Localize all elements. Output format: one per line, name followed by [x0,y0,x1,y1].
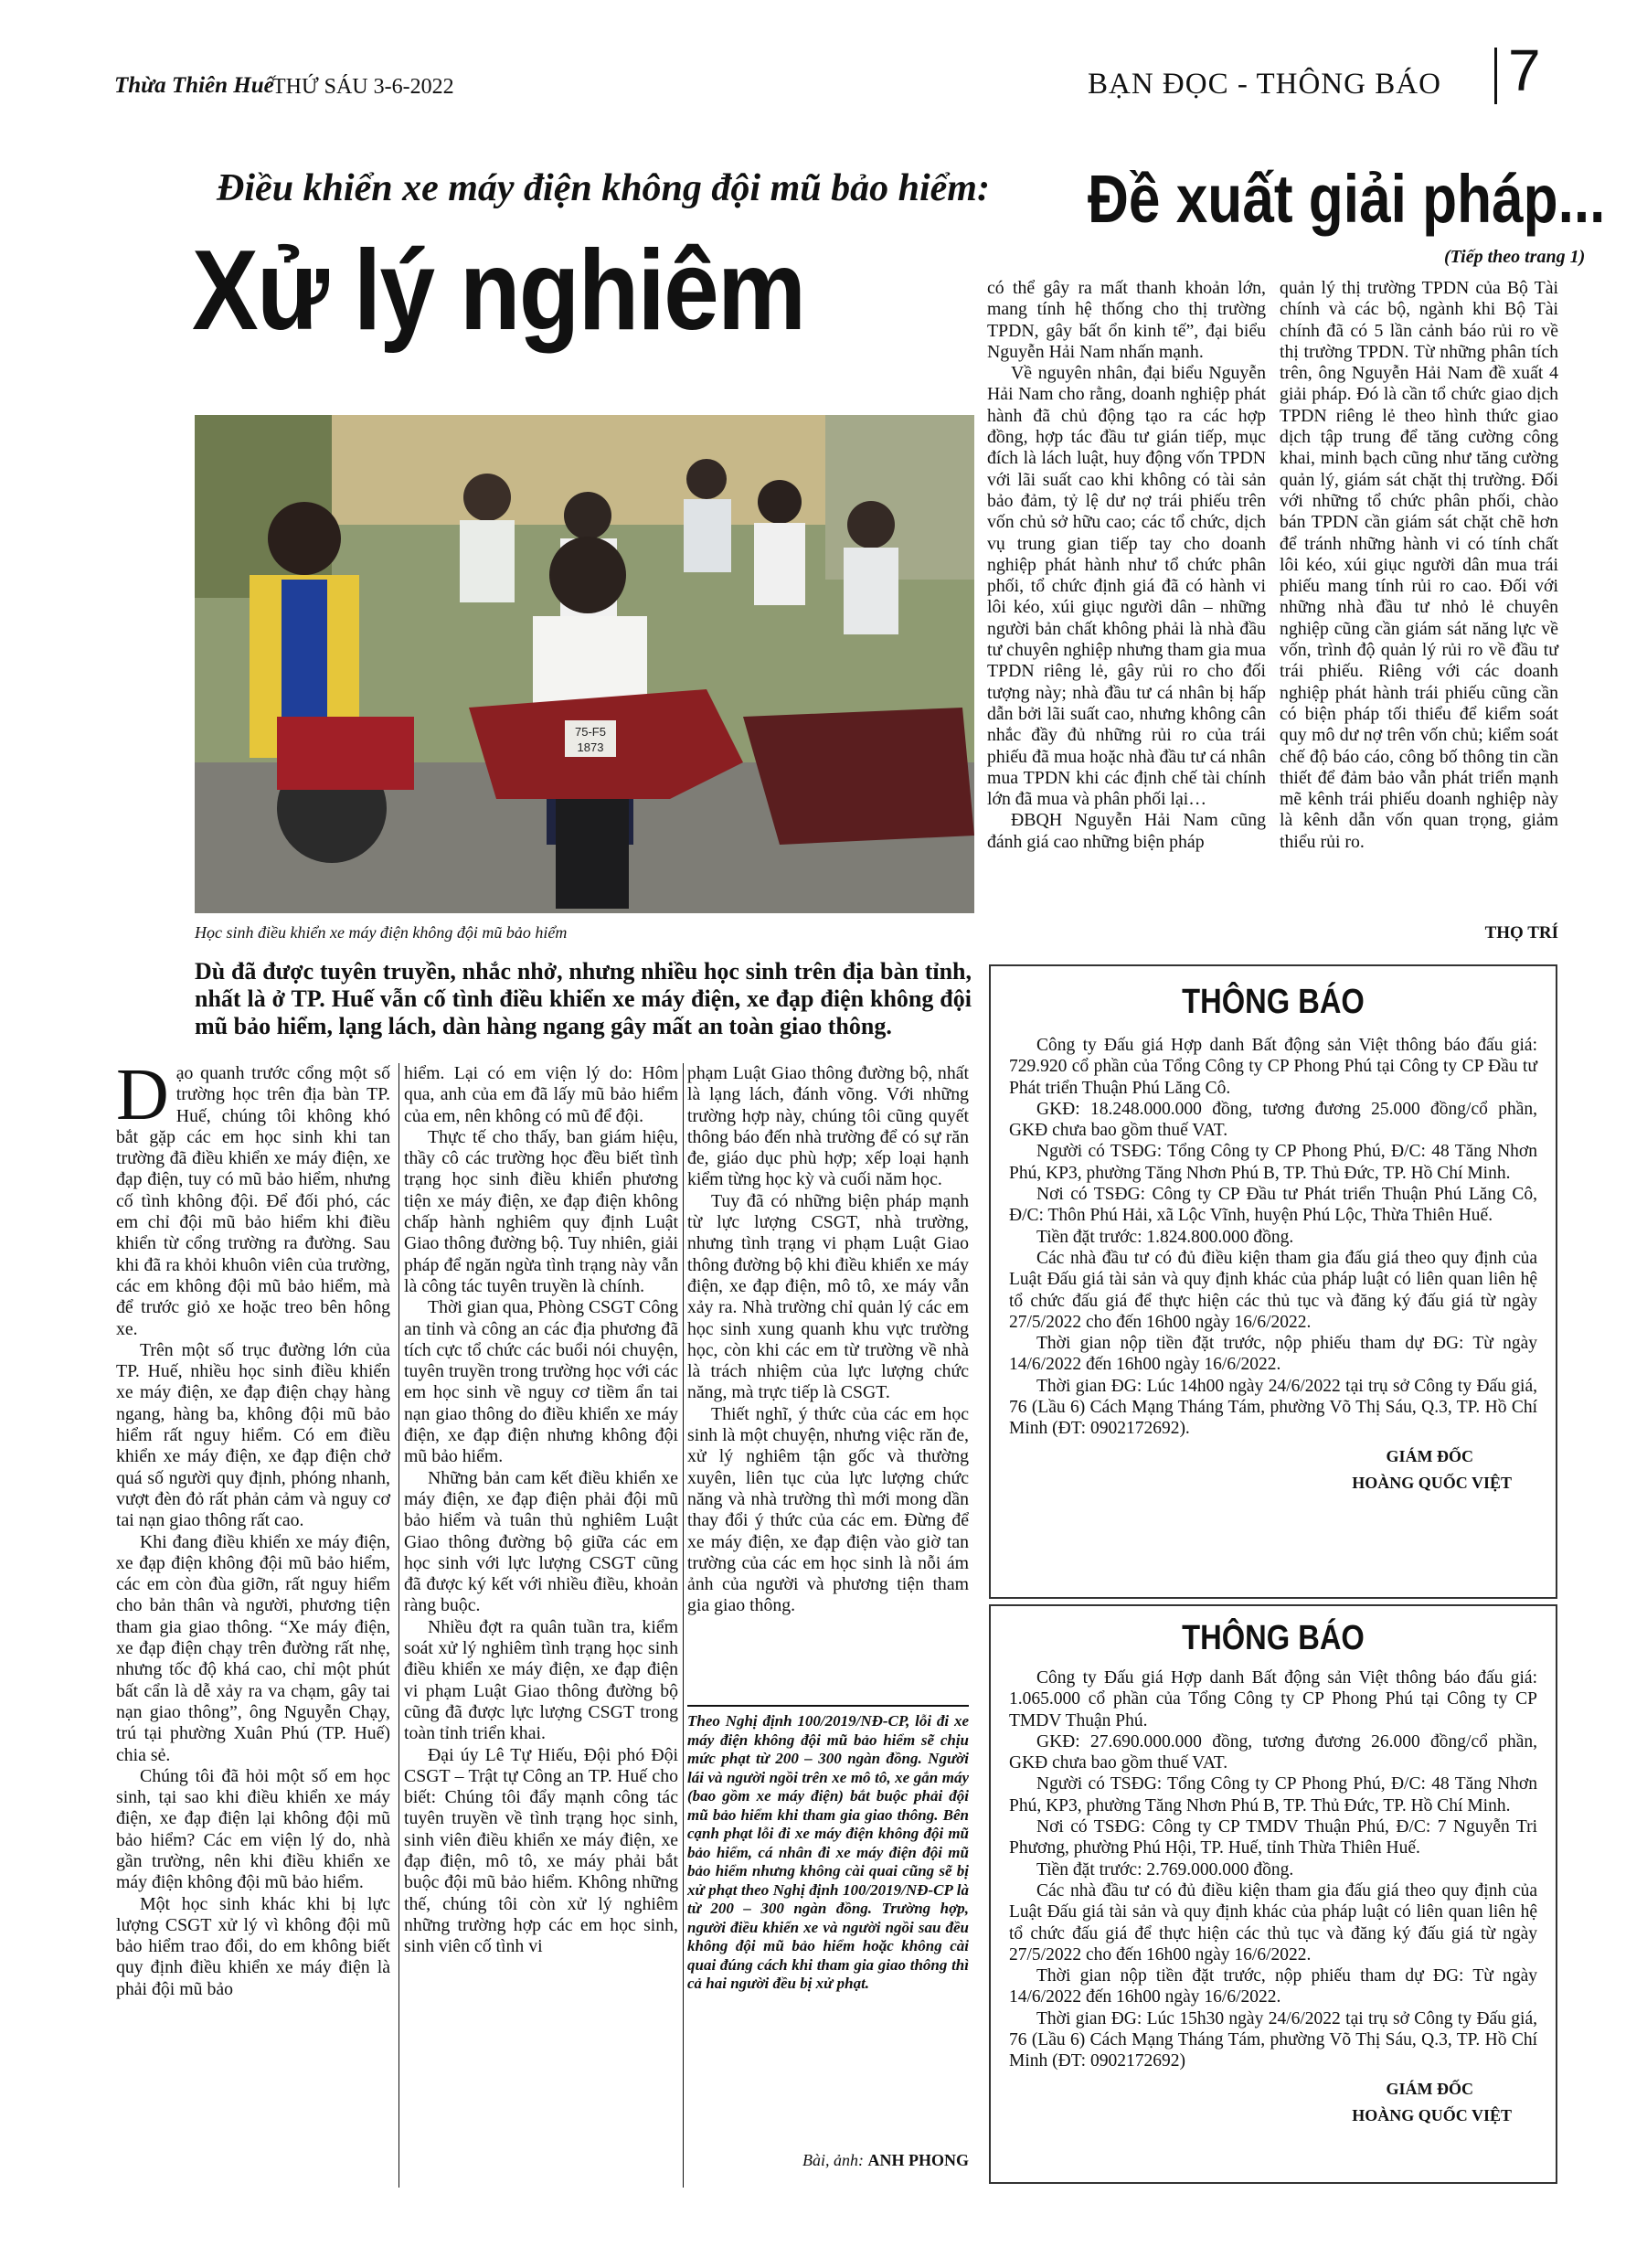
fine-info-box: Theo Nghị định 100/2019/NĐ-CP, lỗi đi xe máy điện không đội mũ bảo hiểm sẽ chịu mức phạt từ 200 – 300 ngàn đồng. Người lái và người ngồi trên xe mô tô, xe gắn máy (bao gồm xe máy điện) bắt buộc phải đội mũ bảo hiểm khi tham gia giao thông. Bên cạnh phạt lỗi đi xe máy điện không đội mũ bảo hiểm, cá nhân đi xe máy điện đội mũ bảo hiểm nhưng không cài quai cũng sẽ bị xử phạt theo Nghị định 100/2019/NĐ-CP là từ 200 – 300 ngàn đồng. Trường hợp, người điều khiển xe và người ngồi sau đều không đội mũ bảo hiểm hoặc không cài quai đúng cách khi tham gia giao thông thì cả hai người đều bị xử phạt. [687,1705,969,1994]
paragraph: Một học sinh khác khi bị lực lượng CSGT xử lý vì không đội mũ bảo hiểm trao đổi, do em không biết quy định điều khiển xe máy điện là phải đội mũ bảo [116,1893,390,1999]
second-article-column-2 [1280,278,1558,853]
paragraph: Thiết nghĩ, ý thức của các em học sinh là một chuyện, nhưng việc răn đe, xử lý nghiêm tận gốc và thường xuyên, liên tục của lực lượng chức năng và nhà trường thì mới mong dần thay đổi ý thức của các em. Đừng để xe máy điện, xe đạp điện vào giờ tan trường của các em học sinh là nỗi ám ảnh của người và phương tiện tham gia giao thông. [687,1403,969,1616]
notice-paragraph: Thời gian nộp tiền đặt trước, nộp phiếu tham dự ĐG: Từ ngày 14/6/2022 đến 16h00 ngày 16/6/2022. [1009,1966,1537,2007]
auction-notice-2 [989,1604,1557,2184]
article-photo [195,415,974,913]
paragraph: Những bản cam kết điều khiển xe máy điện, xe đạp điện phải đội mũ bảo hiểm và tuân thủ nghiêm Luật Giao thông đường bộ giữa các em học sinh với lực lượng CSGT cũng đã được ký kết với nhiều điều, khoản ràng buộc. [404,1467,678,1616]
article-column-3 [687,1063,969,1617]
paragraph: Chúng tôi đã hỏi một số em học sinh, tại sao khi điều khiển xe máy điện, xe đạp điện lại không đội mũ bảo hiểm? Các em viện lý do, nhà gần trường, nên khi điều khiển xe máy điện không đội mũ bảo hiểm. [116,1765,390,1893]
notice-paragraph: Nơi có TSĐG: Công ty CP Đầu tư Phát triển Thuận Phú Lăng Cô, Đ/C: Thôn Phú Hải, xã Lộc Vĩnh, huyện Phú Lộc, Thừa Thiên Huế. [1009,1185,1537,1226]
article-column-2 [404,1063,678,1957]
article-byline [687,2151,969,2170]
notice-signer-name: HOÀNG QUỐC VIỆT [1352,1473,1512,1492]
notice-paragraph: Công ty Đấu giá Hợp danh Bất động sản Việt thông báo đấu giá: 1.065.000 cổ phần của Tổng Công ty CP Phong Phú tại Công ty CP TMDV Thuận Phú. [1009,1668,1537,1730]
second-article-title: Đề xuất giải pháp... [1088,161,1606,237]
page-divider [1494,48,1497,104]
notice-paragraph: Nơi có TSĐG: Công ty CP TMDV Thuận Phú, Đ/C: 7 Nguyễn Tri Phương, phường Phú Hội, TP. Huế, tỉnh Thừa Thiên Huế. [1009,1817,1537,1858]
column-rule [683,1063,684,2188]
byline-prefix: Bài, ảnh: [802,2151,864,2169]
page-number: 7 [1508,37,1541,103]
paragraph: Đại úy Lê Tự Hiếu, Đội phó Đội CSGT – Trật tự Công an TP. Huế cho biết: Chúng tôi đẩy mạnh công tác tuyên truyền về tình trạng học sinh, sinh viên điều khiển xe máy điện, xe đạp điện, mô tô, xe máy phải bắt buộc đội mũ bảo hiểm. Không những thế, chúng tôi còn xử lý nghiêm những trường hợp các em học sinh, sinh viên cố tình vi [404,1744,678,1957]
notice-signer-title: GIÁM ĐỐC [1386,2079,1473,2098]
paragraph: Trên một số trục đường lớn của TP. Huế, nhiều học sinh điều khiển xe máy điện, xe đạp điện chạy hàng ngang, hàng ba, không đội mũ bảo hiểm rất nguy hiểm. Có em điều khiển xe máy điện, xe đạp điện chở quá số người quy định, phóng nhanh, vượt đèn đỏ rất phản cảm và nguy cơ tai nạn giao thông rất cao. [116,1339,390,1531]
paragraph: Khi đang điều khiển xe máy điện, xe đạp điện không đội mũ bảo hiểm, các em còn đùa giỡn, rất nguy hiểm cho bản thân và người, phương tiện tham gia giao thông. “Xe máy điện, xe đạp điện chạy trên đường rất nhẹ, nhưng tốc độ khá cao, chỉ một phút bất cẩn là dễ xảy ra va chạm, gây tai nạn giao thông”, ông Nguyễn Chạy, trú tại phường Xuân Phú (TP. Huế) chia sẻ. [116,1531,390,1765]
auction-notice-1 [989,964,1557,1599]
byline-author: ANH PHONG [867,2151,969,2169]
issue-date: THỨ SÁU 3-6-2022 [272,75,454,99]
paragraph: Thực tế cho thấy, ban giám hiệu, thầy cô các trường học đều biết tình trạng học sinh điều khiển phương tiện xe máy điện, xe đạp điện không chấp hành nghiêm quy định Luật Giao thông đường bộ. Tuy nhiên, giải pháp để ngăn ngừa tình trạng này vẫn là công tác tuyên truyền là chính. [404,1126,678,1296]
article-column-1 [116,1055,390,2000]
continued-note: (Tiếp theo trang 1) [1444,247,1586,267]
paragraph: Tuy đã có những biện pháp mạnh từ lực lượng CSGT, nhà trường, nhưng tình trạng vi phạm Luật Giao thông đường bộ khi điều khiển xe máy điện, xe đạp điện, mô tô, xe máy vẫn xảy ra. Nhà trường chỉ quản lý các em học sinh xung quanh khu vực trường học, còn khi các em từ trường về nhà là trách nhiệm của lực lượng chức năng, mà trực tiếp là CSGT. [687,1190,969,1403]
notice-paragraph: Người có TSĐG: Tổng Công ty CP Phong Phú, Đ/C: 48 Tăng Nhơn Phú, KP3, phường Tăng Nhơn Phú B, TP. Thủ Đức, TP. Hồ Chí Minh. [1009,1774,1537,1815]
notice-paragraph: GKĐ: 27.690.000.000 đồng, tương đương 26.000 đồng/cổ phần, GKĐ chưa bao gồm thuế VAT. [1009,1731,1537,1773]
notice-title: THÔNG BÁO [1182,1619,1365,1657]
article-kicker: Điều khiển xe máy điện không đội mũ bảo hiểm: [217,167,990,209]
photo-caption: Học sinh điều khiển xe máy điện không đội mũ bảo hiểm [195,923,568,942]
notice-body [991,1667,1556,2072]
article-headline: Xử lý nghiêm [192,228,805,354]
notice-paragraph: Các nhà đầu tư có đủ điều kiện tham gia đấu giá theo quy định của Luật Đấu giá tài sản và quy định khác của pháp luật có liên quan liên hệ tổ chức đấu giá để thực hiện các thủ tục và đăng ký đấu giá từ ngày 27/5/2022 cho đến 16h00 ngày 16/6/2022. [1009,1880,1537,1965]
notice-signer-name: HOÀNG QUỐC VIỆT [1352,2105,1512,2124]
paragraph: Nhiều đợt ra quân tuần tra, kiểm soát xử lý nghiêm tình trạng học sinh điều khiển xe máy điện, xe đạp điện vi phạm Luật Giao thông đường bộ cũng đã được lực lượng CSGT trong toàn tỉnh triển khai. [404,1616,678,1744]
svg-text:1873: 1873 [577,740,604,754]
paragraph: ĐBQH Nguyễn Hải Nam cũng đánh giá cao những biện pháp [987,810,1266,852]
notice-body [991,1035,1556,1440]
dropcap-letter: D [116,1055,169,1135]
paragraph: phạm Luật Giao thông đường bộ, nhất là lạng lách, đánh võng. Với những trường hợp này, chúng tôi cũng quyết thông báo đến nhà trường để có sự răn đe, giáo dục phù hợp; xếp loại hạnh kiểm từng học kỳ và cuối năm học. [687,1063,969,1190]
second-article-column-1 [987,278,1266,853]
notice-paragraph: GKĐ: 18.248.000.000 đồng, tương đương 25.000 đồng/cổ phần, GKĐ chưa bao gồm thuế VAT. [1009,1099,1537,1141]
paragraph: quản lý thị trường TPDN của Bộ Tài chính và các bộ, ngành khi Bộ Tài chính đã có 5 lần cảnh báo rủi ro về thị trường TPDN. Từ những phân tích trên, ông Nguyễn Hải Nam đề xuất 4 giải pháp. Đó là cần tổ chức giao dịch TPDN riêng lẻ theo hình thức giao dịch tập trung để tăng cường công khai, minh bạch cũng như tăng cường quản lý, giám sát chặt thị trường. Đối với những tổ chức phân phối, chào bán TPDN cần giám sát chặt chẽ hơn để tránh những hành vi có tính chất lôi kéo, xúi giục người dân mua trái phiếu mang tính rủi ro cao. Đối với những nhà đầu tư nhỏ lẻ chuyên nghiệp cũng cần giám sát năng lực về vốn, trình độ quản lý rủi ro về đầu tư trái phiếu. Riêng với các doanh nghiệp phát hành trái phiếu cũng cần có biện pháp tối thiểu để kiểm soát quy mô dư nợ trên vốn chủ; kiểm soát chế độ báo cáo, công bố thông tin cần thiết để đảm bảo vẫn phát triển mạnh mẽ kênh trái phiếu doanh nghiệp này là kênh dẫn vốn quan trọng, giảm thiểu rủi ro. [1280,278,1558,852]
students-on-ebikes-illustration [195,415,974,913]
paragraph: có thể gây ra mất thanh khoản lớn, mang tính hệ thống cho thị trường TPDN, gây bất ổn kinh tế”, đại biểu Nguyễn Hải Nam nhấn mạnh. [987,278,1266,362]
second-article-author: THỌ TRÍ [1484,923,1558,942]
notice-title: THÔNG BÁO [1182,983,1365,1021]
paragraph: ạo quanh trước cổng một số trường học trên địa bàn TP. Huế, chúng tôi không khó bắt gặp các em học sinh khi tan trường đã điều khiển xe máy điện, xe đạp điện, tuy có mũ bảo hiểm, nhưng cố tình không đội. Để đối phó, các em chỉ đội mũ bảo hiểm khi điều khiển từ cổng trường ra đường. Sau khi đã ra khỏi khuôn viên của trường, các em không đội mũ bảo hiểm, mà để trước giỏ xe hoặc treo bên hông xe. [116,1063,390,1339]
paper-name: Thừa Thiên Huế [114,73,274,98]
section-name: BẠN ĐỌC - THÔNG BÁO [1088,68,1441,101]
notice-paragraph: Công ty Đấu giá Hợp danh Bất động sản Việt thông báo đấu giá: 729.920 cổ phần của Tổng Công ty CP Phong Phú tại Công ty CP Đầu tư Phát triển Thuận Phú Lăng Cô. [1009,1036,1537,1098]
column-rule [398,1063,399,2188]
notice-signer-title: GIÁM ĐỐC [1386,1446,1473,1465]
notice-paragraph: Tiền đặt trước: 2.769.000.000 đồng. [1036,1859,1294,1879]
paragraph: hiểm. Lại có em viện lý do: Hôm qua, anh của em đã lấy mũ bảo hiểm của em, nên không có mũ để đội. [404,1063,678,1126]
notice-paragraph: Thời gian ĐG: Lúc 14h00 ngày 24/6/2022 tại trụ sở Công ty Đấu giá, 76 (Lầu 6) Cách Mạng Tháng Tám, phường Võ Thị Sáu, Q.3, TP. Hồ Chí Minh (ĐT: 0902172692). [1009,1376,1537,1439]
notice-paragraph: Thời gian nộp tiền đặt trước, nộp phiếu tham dự ĐG: Từ ngày 14/6/2022 đến 16h00 ngày 16/6/2022. [1009,1334,1537,1375]
license-plate-text: 75-F5 [575,725,606,739]
notice-paragraph: Thời gian ĐG: Lúc 15h30 ngày 24/6/2022 tại trụ sở Công ty Đấu giá, 76 (Lầu 6) Cách Mạng Tháng Tám, phường Võ Thị Sáu, Q.3, TP. Hồ Chí Minh (ĐT: 0902172692) [1009,2008,1537,2071]
notice-paragraph: Các nhà đầu tư có đủ điều kiện tham gia đấu giá theo quy định của Luật Đấu giá tài sản và quy định khác của pháp luật có liên quan liên hệ tổ chức đấu giá để thực hiện các thủ tục và đăng ký đấu giá từ ngày 27/5/2022 cho đến 16h00 ngày 16/6/2022. [1009,1248,1537,1332]
paragraph: Về nguyên nhân, đại biểu Nguyễn Hải Nam cho rằng, doanh nghiệp phát hành đã chủ động tạo ra các hợp đồng, hợp tác đầu tư gián tiếp, mục đích là lách luật, huy động vốn TPDN với lãi suất cao khi không có tài sản bảo đảm, tỷ lệ dư nợ trái phiếu trên vốn chủ sở hữu cao; các tổ chức, dịch vụ trung gian tiếp tay cho doanh nghiệp phát hành như tổ chức phân phối, tổ chức định giá đã có hành vi lôi kéo, xúi giục người dân – những người bản chất không phải là nhà đầu tư chuyên nghiệp nhưng tham gia mua TPDN riêng lẻ, gây rủi ro cho đối tượng này; nhà đầu tư cá nhân bị hấp dẫn bởi lãi suất cao, nhưng không cân nhắc đầy đủ những rủi ro của trái phiếu đã mua hoặc nhà đầu tư cá nhân mua TPDN khi các định chế tài chính lớn đã mua và phân phối lại… [987,363,1266,810]
notice-paragraph: Tiền đặt trước: 1.824.800.000 đồng. [1036,1227,1294,1247]
paragraph: Thời gian qua, Phòng CSGT Công an tỉnh và công an các địa phương đã tích cực tổ chức các buổi nói chuyện, tuyên truyền trong trường học với các em học sinh về nguy cơ tiềm ẩn tai nạn giao thông do điều khiển xe máy điện, xe đạp điện nhưng không đội mũ bảo hiểm. [404,1297,678,1467]
notice-paragraph: Người có TSĐG: Tổng Công ty CP Phong Phú, Đ/C: 48 Tăng Nhơn Phú, KP3, phường Tăng Nhơn Phú B, TP. Thủ Đức, TP. Hồ Chí Minh. [1009,1142,1537,1183]
article-lead: Dù đã được tuyên truyền, nhắc nhở, nhưng nhiều học sinh trên địa bàn tỉnh, nhất là ở TP. Huế vẫn cố tình điều khiển xe máy điện, xe đạp điện không đội mũ bảo hiểm, lạng lách, dàn hàng ngang gây mất an toàn giao thông. [195,958,972,1039]
